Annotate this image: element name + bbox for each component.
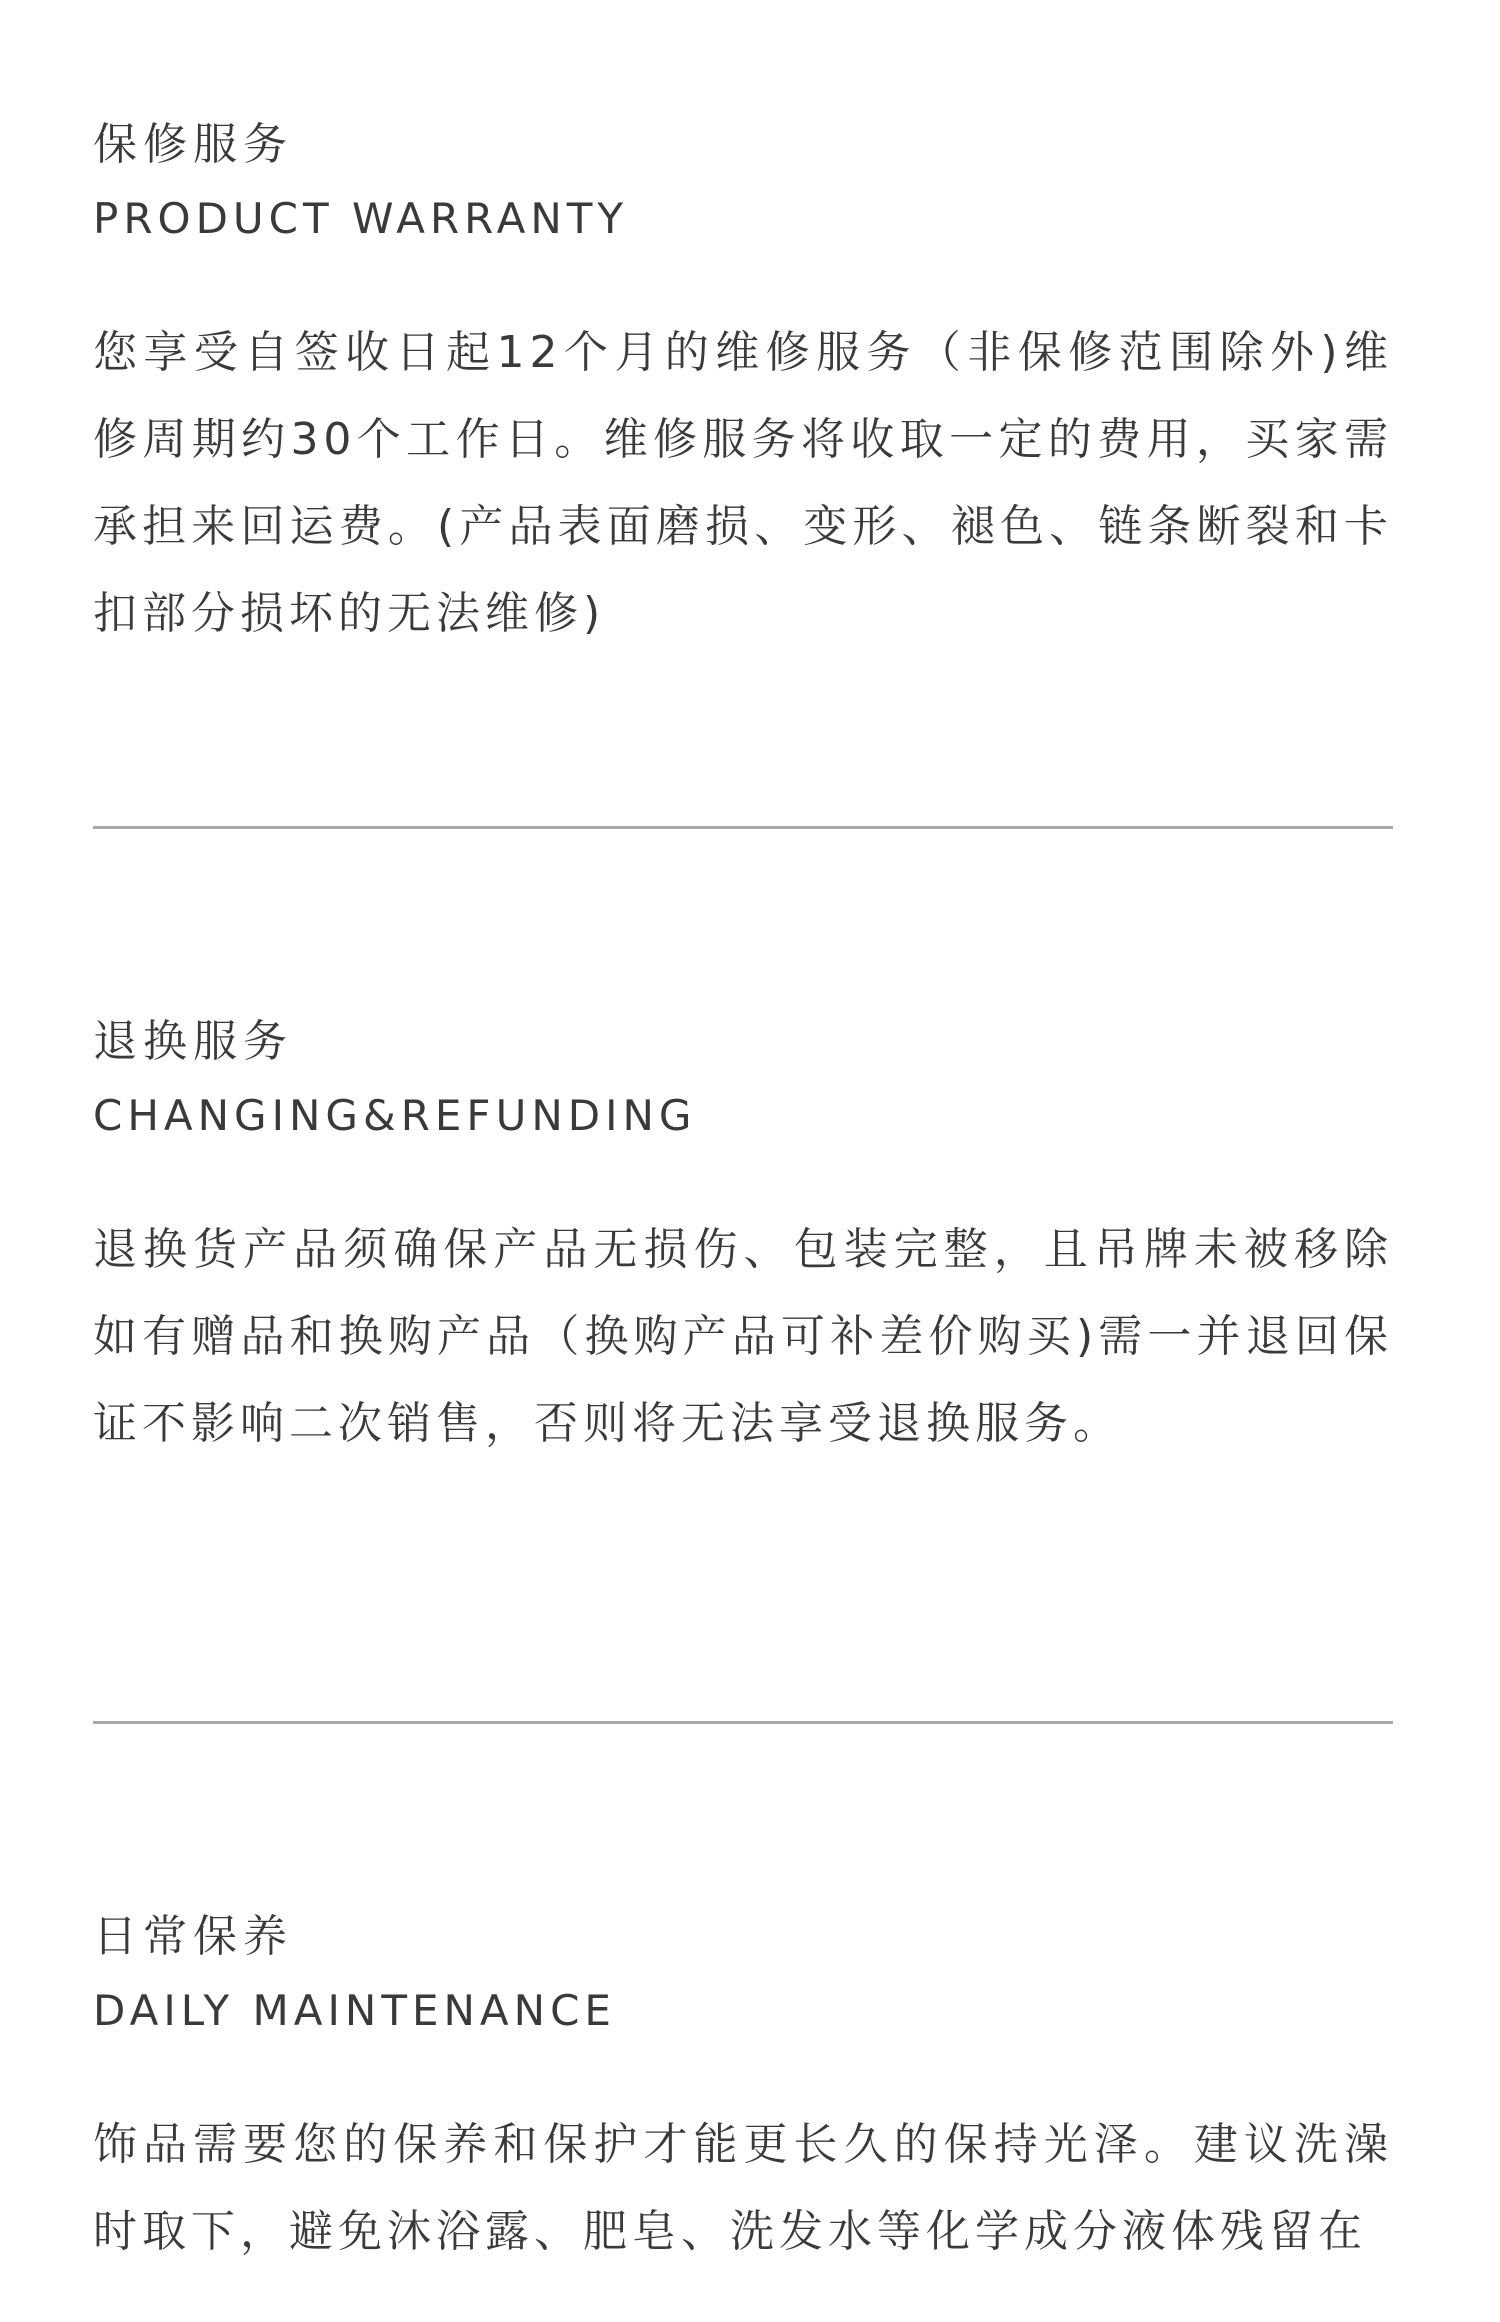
section-divider (93, 826, 1393, 829)
maintenance-title-en: DAILY MAINTENANCE (93, 1986, 616, 2035)
maintenance-body: 饰品需要您的保养和保护才能更长久的保持光泽。建议洗澡时取下，避免沐浴露、肥皂、洗发水等化学成分液体残留在 (93, 2119, 1393, 2257)
warranty-title-cn: 保修服务 (93, 119, 293, 170)
warranty-section (93, 115, 1393, 657)
maintenance-title-cn: 日常保养 (93, 1911, 293, 1962)
refund-body: 退换货产品须确保产品无损伤、包装完整，且吊牌未被移除如有赠品和换购产品（换购产品可补差价购买)需一并退回保证不影响二次销售，否则将无法享受退换服务。 (93, 1224, 1393, 1449)
refund-title-en: CHANGING&REFUNDING (93, 1091, 697, 1140)
refund-title-cn: 退换服务 (93, 1016, 293, 1067)
section-divider (93, 1721, 1393, 1724)
maintenance-section (93, 1907, 1393, 2275)
refund-section (93, 1012, 1393, 1467)
warranty-title-en: PRODUCT WARRANTY (93, 194, 629, 243)
warranty-body: 您享受自签收日起12个月的维修服务（非保修范围除外)维修周期约30个工作日。维修服务将收取一定的费用，买家需承担来回运费。(产品表面磨损、变形、褪色、链条断裂和卡扣部分损坏的无法维修) (93, 327, 1393, 639)
